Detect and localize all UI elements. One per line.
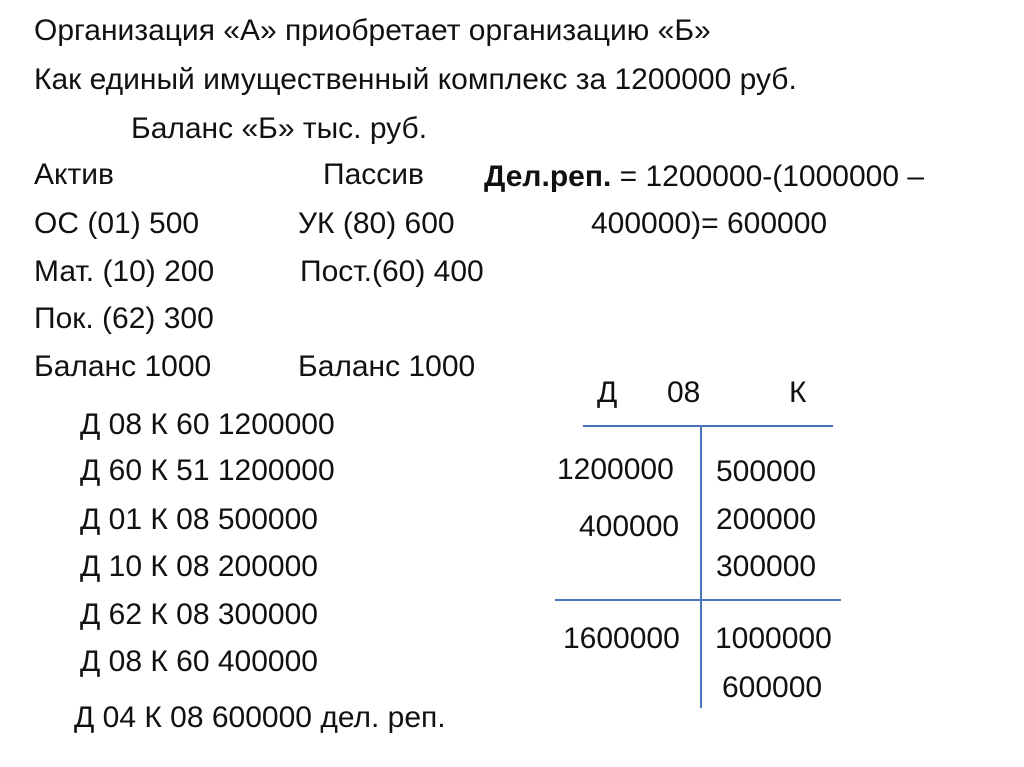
balance-left-row: ОС (01) 500 bbox=[34, 207, 200, 240]
balance-left-row: Мат. (10) 200 bbox=[34, 255, 215, 288]
balance-left-row: Пок. (62) 300 bbox=[34, 302, 214, 335]
balance-right-row: Пост.(60) 400 bbox=[300, 255, 484, 288]
goodwill-formula bbox=[484, 160, 924, 194]
title-line-1: Организация «А» приобретает организацию «Б» bbox=[34, 14, 711, 47]
journal-entry: Д 62 К 08 300000 bbox=[80, 598, 318, 631]
t-account-total-line bbox=[555, 599, 841, 601]
t-account-debit-value: 400000 bbox=[579, 510, 680, 543]
balance-right-row: УК (80) 600 bbox=[298, 207, 455, 240]
journal-entry: Д 04 К 08 600000 дел. реп. bbox=[74, 701, 446, 734]
t-account-credit-label: К bbox=[789, 376, 807, 409]
t-account-debit-label: Д bbox=[597, 376, 618, 409]
journal-entry: Д 08 К 60 400000 bbox=[80, 645, 318, 678]
balance-title: Баланс «Б» тыс. руб. bbox=[131, 112, 428, 145]
t-account-credit-value: 300000 bbox=[716, 550, 817, 583]
t-account-top-line bbox=[583, 425, 833, 427]
journal-entry: Д 10 К 08 200000 bbox=[80, 550, 318, 583]
balance-right-row: Баланс 1000 bbox=[298, 350, 476, 383]
t-account-number: 08 bbox=[667, 376, 701, 409]
t-account-credit-total: 1000000 bbox=[715, 622, 832, 655]
balance-left-row: Баланс 1000 bbox=[34, 350, 212, 383]
goodwill-label: Дел.реп. bbox=[484, 160, 612, 193]
journal-entry: Д 60 К 51 1200000 bbox=[80, 454, 335, 487]
t-account-credit-balance: 600000 bbox=[722, 671, 823, 704]
t-account-credit-value: 500000 bbox=[716, 455, 817, 488]
t-account-vertical-line bbox=[700, 425, 702, 708]
journal-entry: Д 01 К 08 500000 bbox=[80, 503, 318, 536]
t-account-debit-total: 1600000 bbox=[563, 622, 680, 655]
t-account-debit-value: 1200000 bbox=[557, 453, 674, 486]
journal-entry: Д 08 К 60 1200000 bbox=[80, 408, 335, 441]
goodwill-formula-part: = 1200000-(1000000 – bbox=[611, 160, 925, 193]
goodwill-formula-result: 400000)= 600000 bbox=[591, 207, 828, 240]
title-line-2: Как единый имущественный комплекс за 1200000 руб. bbox=[34, 63, 797, 96]
aktiv-label: Актив bbox=[34, 158, 114, 191]
t-account-credit-value: 200000 bbox=[716, 503, 817, 536]
passiv-label: Пассив bbox=[323, 158, 424, 191]
